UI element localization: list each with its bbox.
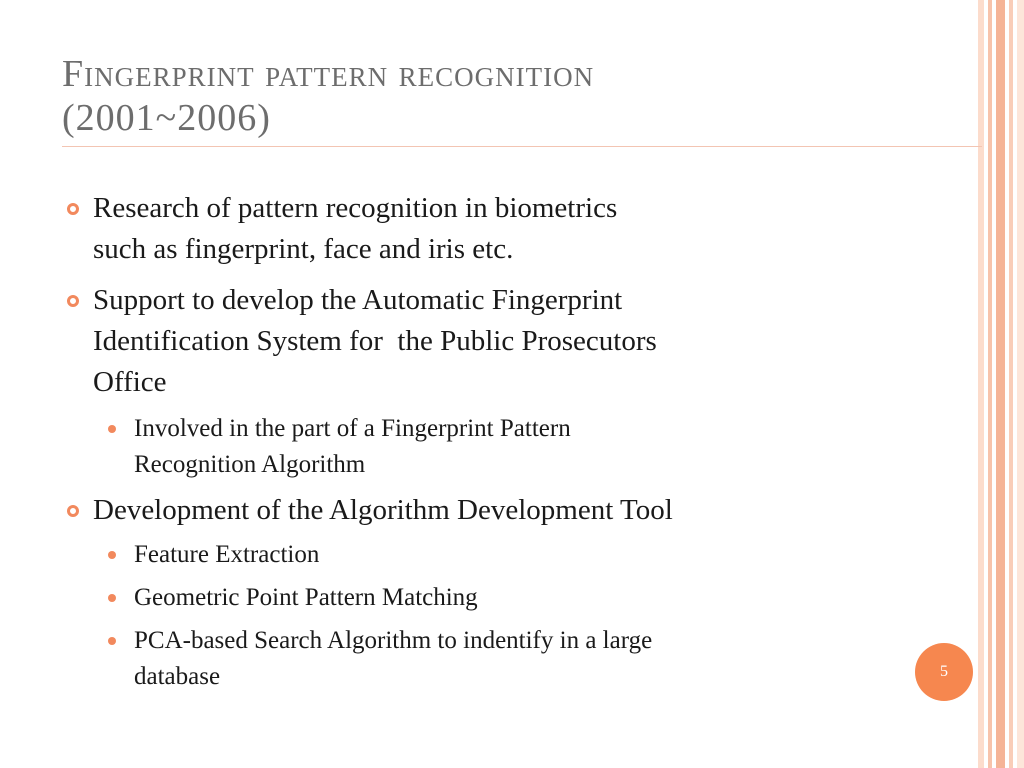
decor-stripe-3 bbox=[996, 0, 1005, 768]
bullet-text-line: Support to develop the Automatic Fingerprint bbox=[93, 284, 623, 316]
bullet-item-afis bbox=[62, 280, 922, 403]
bullet-text-line: Development of the Algorithm Development Tool bbox=[93, 494, 673, 526]
bullet-item-research bbox=[62, 188, 922, 270]
sub-bullet-text-line: Recognition Algorithm bbox=[134, 451, 366, 478]
bullet-text-line: Research of pattern recognition in biometrics bbox=[93, 192, 618, 224]
ring-bullet-icon bbox=[67, 505, 79, 517]
dot-bullet-icon bbox=[108, 594, 116, 602]
sub-bullet-item-feature-extraction bbox=[105, 537, 922, 573]
dot-bullet-icon bbox=[108, 551, 116, 559]
slide-title-line-1: Fingerprint pattern recognition bbox=[62, 53, 595, 95]
bullet-text-line: Identification System for the Public Prosecutors bbox=[93, 325, 657, 357]
dot-bullet-icon bbox=[108, 637, 116, 645]
sub-bullet-text-line: Geometric Point Pattern Matching bbox=[134, 584, 478, 611]
title-divider bbox=[62, 146, 982, 147]
decor-stripe-5 bbox=[1017, 0, 1024, 768]
page-number-badge: 5 bbox=[915, 643, 973, 701]
sub-bullet-text-line: database bbox=[134, 663, 221, 690]
sub-bullet-item-pca-search bbox=[105, 623, 922, 695]
ring-bullet-icon bbox=[67, 295, 79, 307]
sub-bullet-text-line: Feature Extraction bbox=[134, 541, 320, 568]
sub-bullet-item-algorithm bbox=[105, 411, 922, 483]
bullet-list bbox=[62, 188, 922, 702]
bullet-text-line: Office bbox=[93, 366, 167, 398]
decor-stripe-4 bbox=[1009, 0, 1013, 768]
decor-stripe-2 bbox=[988, 0, 992, 768]
bullet-item-tool bbox=[62, 490, 922, 531]
ring-bullet-icon bbox=[67, 203, 79, 215]
sub-bullet-item-point-matching bbox=[105, 580, 922, 616]
sub-bullet-text-line: Involved in the part of a Fingerprint Pattern bbox=[134, 415, 571, 442]
bullet-text-line: such as fingerprint, face and iris etc. bbox=[93, 233, 514, 265]
slide-title-line-2: (2001~2006) bbox=[62, 97, 271, 139]
slide-title bbox=[62, 52, 942, 140]
dot-bullet-icon bbox=[108, 425, 116, 433]
decor-stripe-1 bbox=[978, 0, 984, 768]
sub-bullet-text-line: PCA-based Search Algorithm to indentify in a large bbox=[134, 627, 653, 654]
